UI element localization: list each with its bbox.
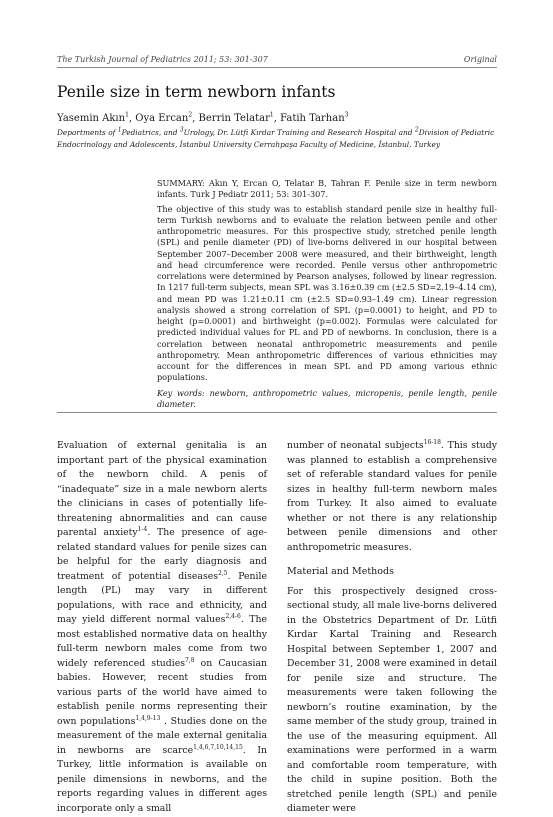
body-column-left — [57, 439, 267, 816]
author-name: Fatih Tarhan — [280, 113, 345, 124]
journal-citation: The Turkish Journal of Pediatrics 2011; 53: 301-307 — [57, 55, 268, 64]
introduction-paragraph: Evaluation of external genitalia is an important part of the physical examination of the newborn child. A penis of “inadequate” size in a male newborn alerts the clinicians in cases of potentially life-threatening abnormalities and can cause parental anxiety$^{1-4}$. The presence of age-related standard values for penile sizes can be helpful for the early diagnosis and treatment of potential diseases$^{2,5}$. Penile length (PL) may vary in different populations, with race and ethnicity, and may yield different normal values$^{2,4-6}$. The most established normative data on healthy full-term newborn males come from two widely referenced studies$^{7,8}$ on Caucasian babies. However, recent studies from various parts of the world have aimed to establish penile norms representing their own populations$^{1,4,9-13}$ . Studies done on the measurement of the male external genitalia in newborns are scarce$^{1,4,6,7,10,14,15}$. In Turkey, little information is available on penile dimensions in newborns, and the reports regarding values in different ages incorporate only a small — [57, 440, 268, 814]
author-name: Berrin Telatar — [198, 113, 270, 124]
section-heading-methods: Material and Methods — [287, 566, 394, 577]
affiliations: Departments of $^1$Pediatrics, and $^3$Urology, Dr. Lütfi Kırdar Training and Research Hospital and $^2$Division of Pediatric Endocrinology and Adolescents, İstanbul University Cerrahpaşa Faculty of Medicine, İstanbul, Turkey — [57, 126, 495, 149]
article-type: Original — [463, 55, 497, 64]
introduction-continued: number of neonatal subjects$^{16-18}$. This study was planned to establish a comprehensive set of referable standard values for penile sizes in healthy full-term newborn males from Turkey. It also aimed to evaluate whether or not there is any relationship between penile dimensions and other anthropometric measures. — [287, 438, 497, 553]
running-header — [57, 55, 497, 64]
keywords: Key words: newborn, anthropometric values, micropenis, penile length, penile diameter. — [157, 387, 497, 409]
body-column-right — [287, 439, 497, 817]
author-name: Yasemin Akın — [57, 113, 126, 124]
abstract — [157, 178, 497, 413]
author-list: Yasemin Akın$^1$, Oya Ercan$^2$, Berrin Telatar$^1$, Fatih Tarhan$^3$ — [57, 111, 349, 124]
header-rule — [57, 67, 497, 68]
abstract-rule — [57, 412, 497, 413]
author-name: Oya Ercan — [135, 113, 189, 124]
abstract-body: The objective of this study was to establish standard penile size in healthy full-term Turkish newborns and to evaluate the relation between penile and other anthropometric measures. For this prospective study, stretched penile length (SPL) and penile diameter (PD) of live-borns delivered in our hospital between September 2007–December 2008 were measured, and their birthweight, length and head circumference were recorded. Penile versus other anthropometric correlations were determined by Pearson analyses, followed by linear regression. In 1217 full-term subjects, mean SPL was 3.16±0.39 cm (±2.5 SD=2.19–4.14 cm), and mean PD was 1.21±0.11 cm (±2.5 SD=0.93–1.49 cm). Linear regression analysis showed a strong correlation of SPL (p=0.0001) to height, and PD to height (p=0.0001) and birthweight (p=0.002). Formulas were calculated for predicted individual values for PL and PD of newborns. In conclusion, there is a correlation between neonatal anthropometric measurements and penile anthropometry. Mean anthropometric differences of various ethnicities may account for the differences in mean SPL and PD among various ethnic populations. — [157, 203, 497, 383]
methods-paragraph: For this prospectively designed cross-sectional study, all male live-borns delivered in the Obstetrics Department of Dr. Lütfi Kırdar Kartal Training and Research Hospital between September 1, 2007 and December 31, 2008 were examined in detail for penile size and structure. The measurements were taken following the newborn’s routine examination, by the same member of the study group, trained in the use of the measuring equipment. All examinations were performed in a warm and comfortable room temperature, with the child in supine position. Both the stretched penile length (SPL) and penile diameter were — [287, 585, 497, 814]
abstract-summary: SUMMARY: Akın Y, Ercan O, Telatar B, Tahran F. Penile size in term newborn infants. Turk J Pediatr 2011; 53: 301-307. — [157, 178, 497, 200]
article-title: Penile size in term newborn infants — [57, 83, 336, 101]
